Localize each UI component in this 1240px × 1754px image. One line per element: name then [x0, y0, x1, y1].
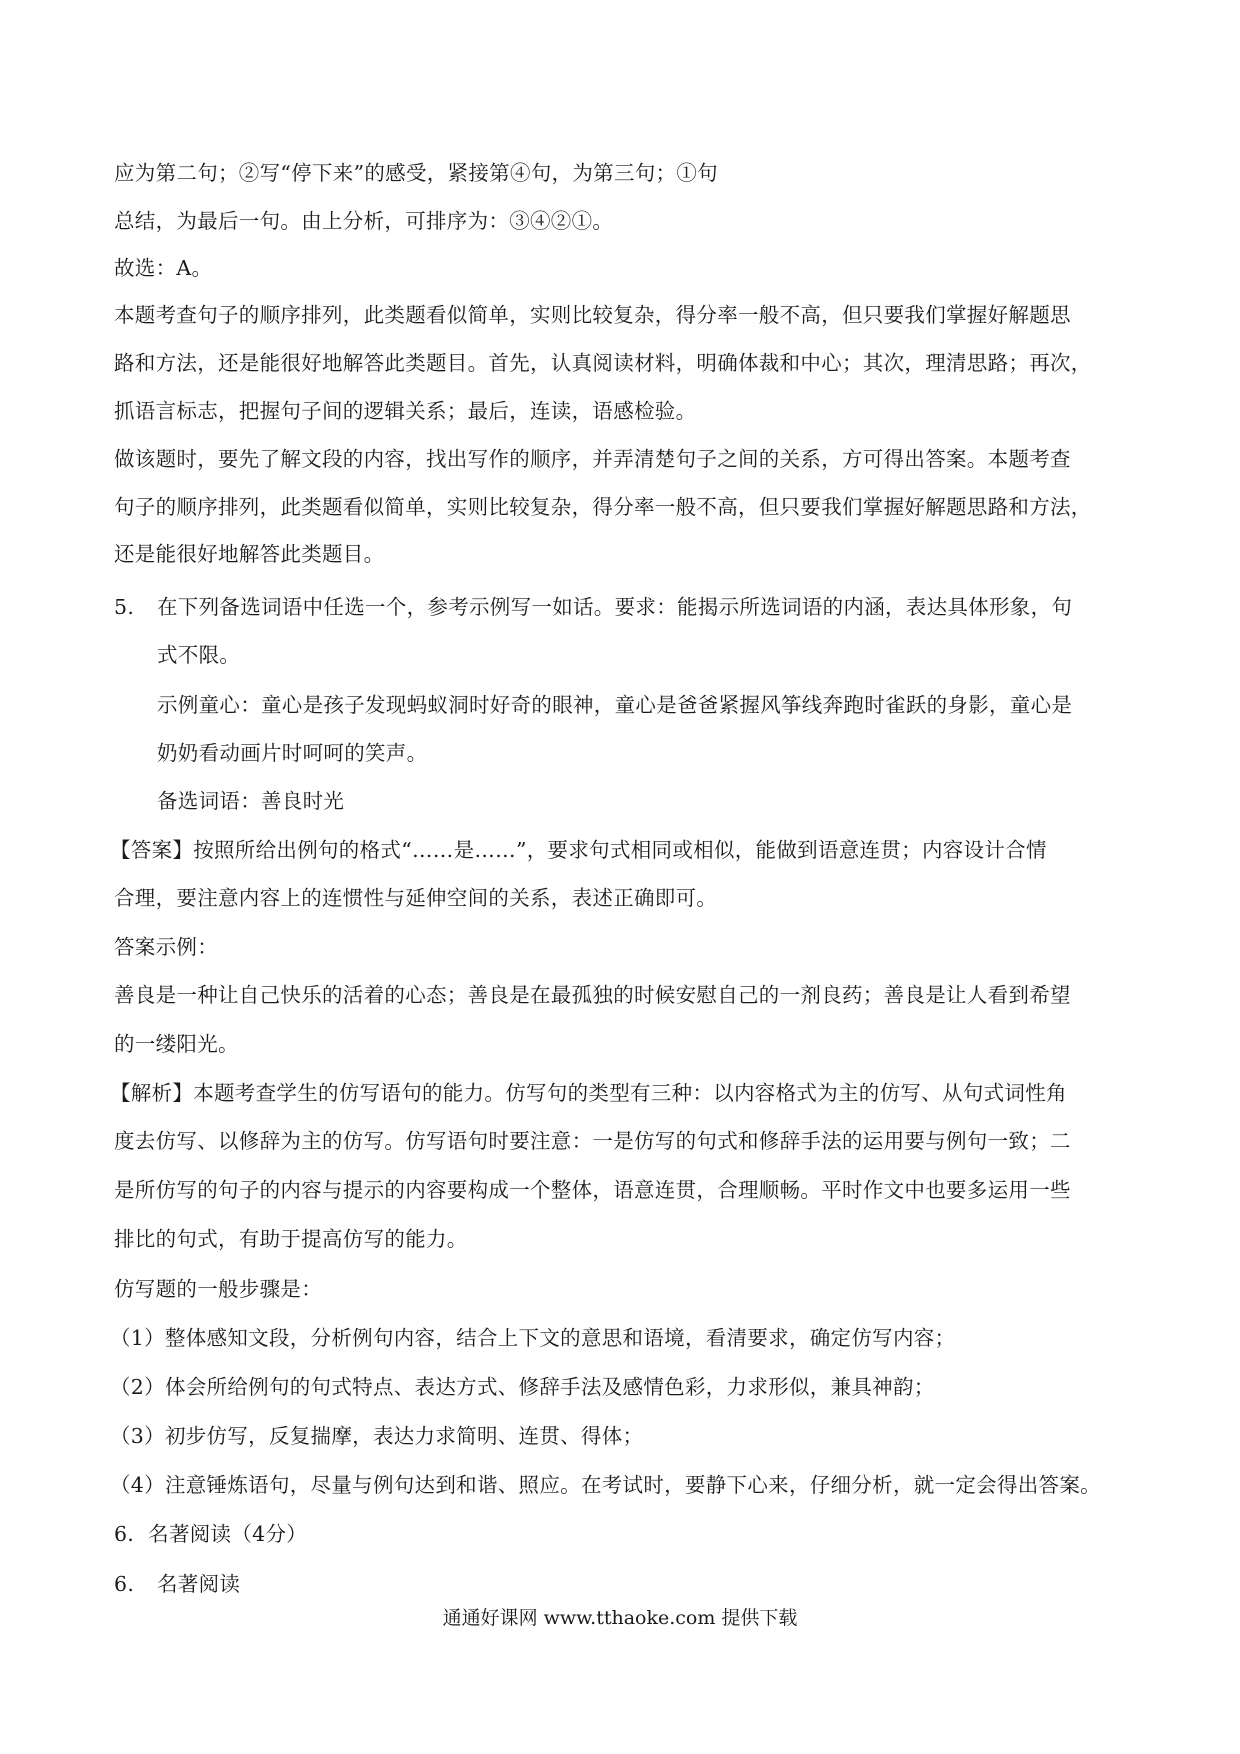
steps-title: 仿写题的一般步骤是： — [114, 1277, 322, 1301]
answer-line: 的一缕阳光。 — [114, 1032, 239, 1056]
answer-line: 【答案】按照所给出例句的格式“……是……”，要求句式相同或相似，能做到语意连贯；内容设计合情 — [110, 838, 1047, 862]
answer-line: 善良是一种让自己快乐的活着的心态；善良是在最孤独的时候安慰自己的一剂良药；善良是让人看到希望 — [114, 983, 1071, 1007]
analysis-line: 是所仿写的句子的内容与提示的内容要构成一个整体，语意连贯，合理顺畅。平时作文中也要多运用一些 — [114, 1178, 1071, 1202]
text-line: 抓语言标志，把握句子间的逻辑关系；最后，连读，语感检验。 — [114, 399, 697, 423]
text-line: 路和方法，还是能很好地解答此类题目。首先，认真阅读材料，明确体裁和中心；其次，理清思路；再次， — [114, 351, 1092, 375]
analysis-line: 排比的句式，有助于提高仿写的能力。 — [114, 1227, 468, 1251]
page-footer: 通通好课网 www.tthaoke.com 提供下载 — [442, 1607, 798, 1629]
example-text: 奶奶看动画片时呵呵的笑声。 — [157, 741, 428, 765]
question-number: 6. — [114, 1572, 135, 1596]
text-line: 应为第二句；②写“停下来”的感受，紧接第④句，为第三句；①句 — [114, 161, 718, 185]
text-line: 还是能很好地解答此类题目。 — [114, 542, 385, 566]
section-heading: 6．名著阅读（4分） — [114, 1522, 308, 1546]
analysis-line: 度去仿写、以修辞为主的仿写。仿写语句时要注意：一是仿写的句式和修辞手法的运用要与例句一致；二 — [114, 1129, 1071, 1153]
step-item: （1）整体感知文段，分析例句内容，结合上下文的意思和语境，看清要求，确定仿写内容； — [110, 1326, 956, 1350]
answer-line: 合理，要注意内容上的连惯性与延伸空间的关系，表述正确即可。 — [114, 886, 718, 910]
question-text: 式不限。 — [157, 643, 241, 667]
question-text: 在下列备选词语中任选一个，参考示例写一如话。要求：能揭示所选词语的内涵，表达具体形象，句 — [157, 595, 1073, 619]
text-line: 做该题时，要先了解文段的内容，找出写作的顺序，并弄清楚句子之间的关系，方可得出答案。本题考查 — [114, 447, 1071, 471]
text-line: 故选：A。 — [114, 256, 213, 280]
question-text: 名著阅读 — [157, 1572, 241, 1596]
text-line: 句子的顺序排列，此类题看似简单，实则比较复杂，得分率一般不高，但只要我们掌握好解题思路和方法， — [114, 495, 1092, 519]
text-line: 总结，为最后一句。由上分析，可排序为：③④②①。 — [114, 209, 614, 233]
analysis-line: 【解析】本题考查学生的仿写语句的能力。仿写句的类型有三种：以内容格式为主的仿写、从句式词性角 — [110, 1081, 1067, 1105]
step-item: （2）体会所给例句的句式特点、表达方式、修辞手法及感情色彩，力求形似，兼具神韵； — [110, 1375, 935, 1399]
candidate-words: 备选词语：善良时光 — [157, 789, 345, 813]
text-line: 本题考查句子的顺序排列，此类题看似简单，实则比较复杂，得分率一般不高，但只要我们掌握好解题思 — [114, 303, 1071, 327]
step-item: （4）注意锤炼语句，尽量与例句达到和谐、照应。在考试时，要静下心来，仔细分析，就一定会得出答案。 — [110, 1473, 1101, 1497]
example-text: 示例童心：童心是孩子发现蚂蚁洞时好奇的眼神，童心是爸爸紧握风筝线奔跑时雀跃的身影，童心是 — [157, 693, 1073, 717]
answer-line: 答案示例： — [114, 935, 218, 959]
step-item: （3）初步仿写，反复揣摩，表达力求简明、连贯、得体； — [110, 1424, 644, 1448]
question-number: 5. — [114, 595, 135, 619]
